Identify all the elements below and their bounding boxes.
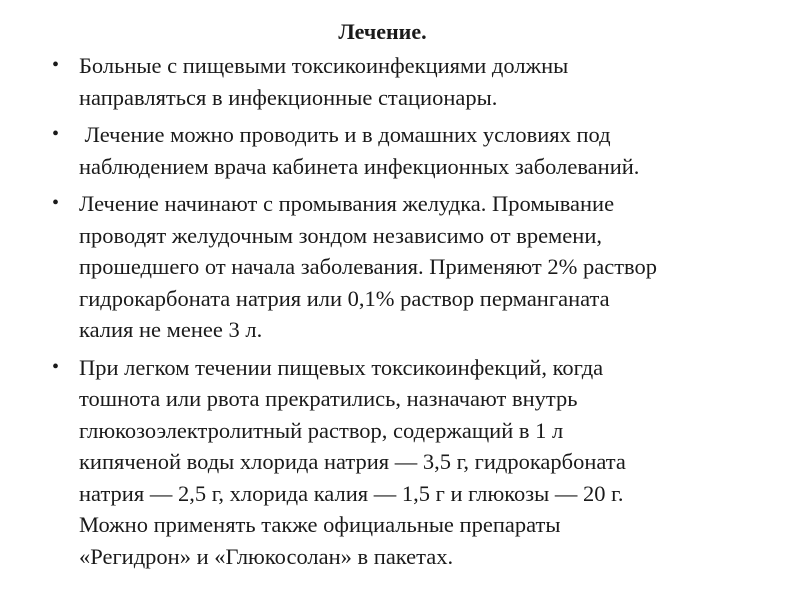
bullet-line: Больные с пищевыми токсикоинфекциями должны [79, 53, 569, 78]
bullet-marker: • [52, 355, 60, 378]
bullet-marker: • [52, 123, 60, 145]
bullet-line: тошнота или рвота прекратились, назначают внутрь [79, 386, 578, 411]
bullet-line: глюкозоэлектролитный раствор, содержащий в 1 л [79, 417, 564, 443]
bullet-line: кипяченой воды хлорида натрия — 3,5 г, гидрокарбоната [79, 449, 626, 474]
bullet-line: наблюдением врача кабинета инфекционных заболеваний. [79, 153, 640, 179]
bullet-line: направляться в инфекционные стационары. [79, 84, 498, 110]
bullet-marker: • [52, 192, 60, 214]
bullet-marker: • [52, 54, 60, 76]
bullet-item [52, 119, 772, 182]
bullet-item [52, 50, 772, 113]
bullet-line: Лечение начинают с промывания желудка. Промывание [79, 191, 615, 216]
bullet-line: калия не менее 3 л. [79, 317, 263, 342]
bullet-line: Можно применять также официальные препараты [79, 512, 561, 537]
bullet-line: «Регидрон» и «Глюкосолан» в пакетах. [79, 543, 454, 569]
bullet-line: Лечение можно проводить и в домашних условиях под [79, 122, 611, 147]
bullet-item [52, 352, 772, 573]
bullet-line: При легком течении пищевых токсикоинфекций, когда [79, 354, 604, 380]
slide-title: Лечение. [338, 19, 427, 44]
bullet-line: прошедшего от начала заболевания. Применяют 2% раствор [79, 254, 657, 279]
bullet-item [52, 188, 772, 346]
bullet-line: проводят желудочным зондом независимо от времени, [79, 222, 602, 248]
bullet-line: гидрокарбоната натрия или 0,1% раствор перманганата [79, 285, 610, 311]
bullet-line: натрия — 2,5 г, хлорида калия — 1,5 г и глюкозы — 20 г. [79, 480, 624, 506]
bullet-list [52, 50, 772, 578]
